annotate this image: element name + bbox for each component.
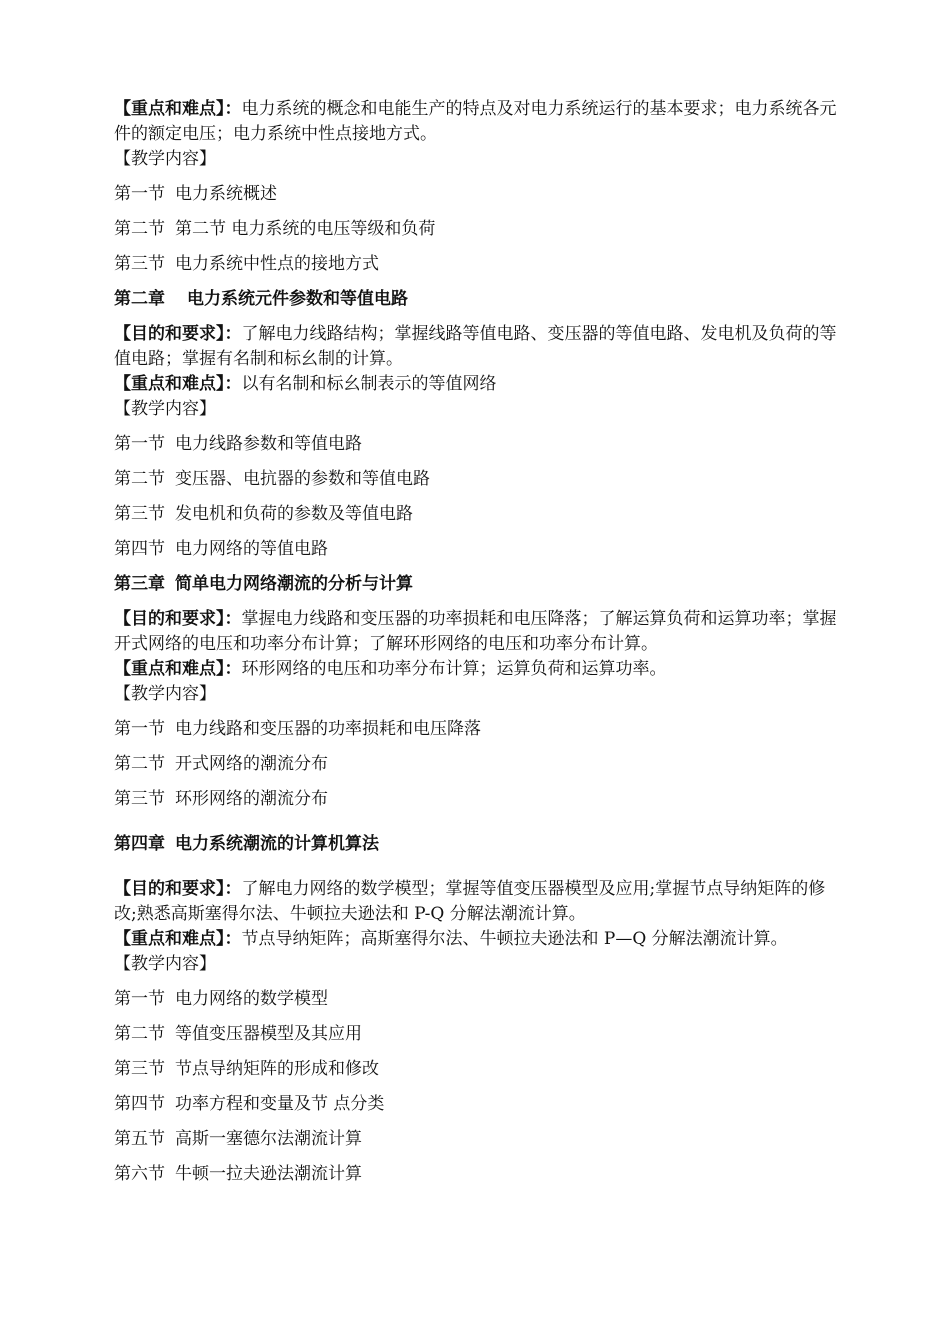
goal-label: 【目的和要求】： (114, 609, 242, 629)
ch3-section-3: 第三节 环形网络的潮流分布 (114, 789, 328, 809)
ch1-section-2: 第二节 第二节 电力系统的电压等级和负荷 (114, 219, 436, 239)
ch3-goal (114, 607, 840, 657)
ch1-section-1: 第一节 电力系统概述 (114, 184, 277, 204)
ch1-focus (114, 97, 840, 147)
ch4-focus (114, 927, 840, 952)
ch2-focus-text: 以有名制和标幺制表示的等值网络 (241, 374, 497, 394)
ch4-section-3: 第三节 节点导纳矩阵的形成和修改 (114, 1059, 379, 1079)
ch3-heading: 第三章 简单电力网络潮流的分析与计算 (114, 574, 413, 594)
ch4-section-5: 第五节 高斯一塞德尔法潮流计算 (114, 1129, 362, 1149)
ch4-goal (114, 877, 840, 927)
ch2-goal-text: 了解电力线路结构；掌握线路等值电路、变压器的等值电路、发电机及负荷的等值电路；掌握有名制和标幺制的计算。 (114, 324, 837, 369)
ch2-content-label: 【教学内容】 (114, 399, 216, 419)
goal-label: 【目的和要求】： (114, 879, 242, 899)
focus-label: 【重点和难点】： (114, 374, 242, 394)
ch1-focus-text: 电力系统的概念和电能生产的特点及对电力系统运行的基本要求；电力系统各元件的额定电压；电力系统中性点接地方式。 (114, 99, 837, 144)
focus-label: 【重点和难点】： (114, 99, 242, 119)
ch3-focus (114, 657, 840, 682)
ch2-section-1: 第一节 电力线路参数和等值电路 (114, 434, 362, 454)
ch4-section-1: 第一节 电力网络的数学模型 (114, 989, 328, 1009)
ch2-heading: 第二章 电力系统元件参数和等值电路 (114, 289, 408, 309)
ch3-section-2: 第二节 开式网络的潮流分布 (114, 754, 328, 774)
ch3-focus-text: 环形网络的电压和功率分布计算；运算负荷和运算功率。 (241, 659, 667, 679)
ch4-section-2: 第二节 等值变压器模型及其应用 (114, 1024, 362, 1044)
ch4-heading: 第四章 电力系统潮流的计算机算法 (114, 834, 379, 854)
ch1-content-label: 【教学内容】 (114, 149, 216, 169)
ch2-section-3: 第三节 发电机和负荷的参数及等值电路 (114, 504, 413, 524)
ch4-section-4: 第四节 功率方程和变量及节 点分类 (114, 1094, 385, 1114)
ch3-section-1: 第一节 电力线路和变压器的功率损耗和电压降落 (114, 719, 481, 739)
ch2-focus (114, 372, 840, 397)
ch2-section-4: 第四节 电力网络的等值电路 (114, 539, 328, 559)
ch2-section-2: 第二节 变压器、电抗器的参数和等值电路 (114, 469, 430, 489)
ch1-section-3: 第三节 电力系统中性点的接地方式 (114, 254, 379, 274)
ch2-goal (114, 322, 840, 372)
ch4-section-6: 第六节 牛顿一拉夫逊法潮流计算 (114, 1164, 362, 1184)
ch4-focus-text: 节点导纳矩阵；高斯塞得尔法、牛顿拉夫逊法和 P—Q 分解法潮流计算。 (241, 929, 788, 949)
ch3-content-label: 【教学内容】 (114, 684, 216, 704)
ch4-goal-text: 了解电力网络的数学模型；掌握等值变压器模型及应用;掌握节点导纳矩阵的修改;熟悉高斯塞得尔法、牛顿拉夫逊法和 P-Q 分解法潮流计算。 (114, 879, 826, 924)
ch4-content-label: 【教学内容】 (114, 954, 216, 974)
focus-label: 【重点和难点】： (114, 659, 242, 679)
focus-label: 【重点和难点】： (114, 929, 242, 949)
goal-label: 【目的和要求】： (114, 324, 242, 344)
ch3-goal-text: 掌握电力线路和变压器的功率损耗和电压降落；了解运算负荷和运算功率；掌握开式网络的电压和功率分布计算；了解环形网络的电压和功率分布计算。 (114, 609, 837, 654)
